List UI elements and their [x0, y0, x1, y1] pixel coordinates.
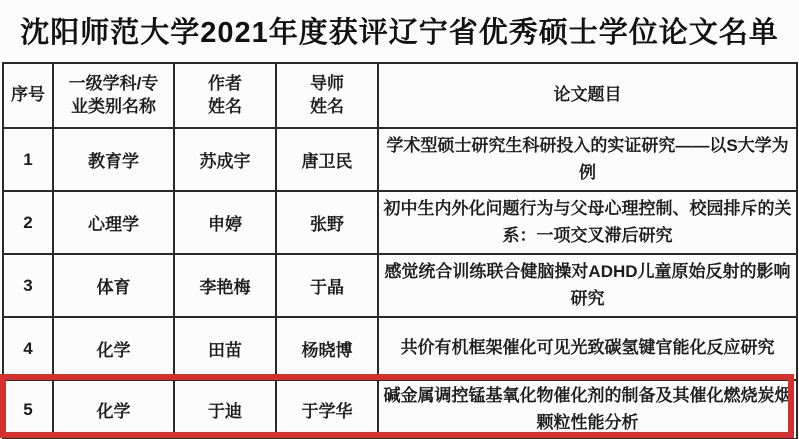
- table-row: [3, 317, 797, 380]
- author-cell: 申婷: [174, 191, 276, 254]
- discipline-cell: 教育学: [53, 128, 174, 191]
- discipline-cell: 化学: [53, 380, 174, 439]
- header-advisor-line2: 姓名: [310, 96, 344, 116]
- header-author: [174, 63, 276, 128]
- table-row: [3, 254, 797, 317]
- author-cell: 田苗: [174, 317, 276, 380]
- author-cell: 于迪: [174, 380, 276, 439]
- thesis-cell: 碱金属调控锰基氧化物催化剂的制备及其催化燃烧炭烟颗粒性能分析: [378, 380, 797, 439]
- advisor-cell: 唐卫民: [276, 128, 378, 191]
- header-discipline-line2: 业类别名称: [71, 96, 156, 116]
- header-thesis-title: [378, 63, 797, 128]
- thesis-cell: 感觉统合训练联合健脑操对ADHD儿童原始反射的影响研究: [378, 254, 797, 317]
- discipline-cell: 化学: [53, 317, 174, 380]
- header-seq: [3, 63, 53, 128]
- author-cell: 苏成宇: [174, 128, 276, 191]
- header-discipline-line1: 一级学科/专: [68, 73, 159, 93]
- seq-cell: 1: [3, 128, 53, 191]
- thesis-cell: 学术型硕士研究生科研投入的实证研究——以S大学为例: [378, 128, 797, 191]
- header-thesis-label: 论文题目: [553, 85, 622, 105]
- header-advisor: [276, 63, 378, 128]
- thesis-cell: 共价有机框架催化可见光致碳氢键官能化反应研究: [378, 317, 797, 380]
- author-cell: 李艳梅: [174, 254, 276, 317]
- table-header-row: [3, 63, 797, 128]
- discipline-cell: 心理学: [53, 191, 174, 254]
- discipline-cell: 体育: [53, 254, 174, 317]
- seq-cell: 5: [3, 380, 53, 439]
- advisor-cell: 张野: [276, 191, 378, 254]
- thesis-award-table: [2, 62, 798, 439]
- header-seq-label: 序号: [11, 85, 45, 105]
- seq-cell: 4: [3, 317, 53, 380]
- table-row-highlighted: [3, 380, 797, 439]
- advisor-cell: 杨晓博: [276, 317, 378, 380]
- table-row: [3, 191, 797, 254]
- seq-cell: 2: [3, 191, 53, 254]
- header-author-line2: 姓名: [208, 96, 242, 116]
- advisor-cell: 于晶: [276, 254, 378, 317]
- thesis-cell: 初中生内外化问题行为与父母心理控制、校园排斥的关系：一项交叉滞后研究: [378, 191, 797, 254]
- advisor-cell: 于学华: [276, 380, 378, 439]
- page-title: 沈阳师范大学2021年度获评辽宁省优秀硕士学位论文名单: [20, 17, 779, 49]
- header-discipline: [53, 63, 174, 128]
- header-author-line1: 作者: [208, 73, 242, 93]
- seq-cell: 3: [3, 254, 53, 317]
- table-row: [3, 128, 797, 191]
- header-advisor-line1: 导师: [310, 73, 344, 93]
